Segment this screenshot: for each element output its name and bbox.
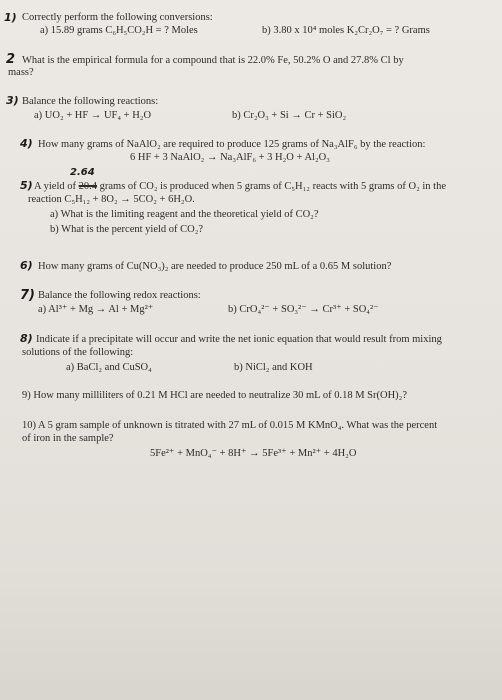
question-5-line-1 (34, 181, 446, 193)
question-6-number: 6) (20, 259, 33, 272)
question-5-line-1-post: grams of CO₂ is produced when 5 grams of C₅H₁₂ reacts with 5 grams of O₂ in the (99, 181, 446, 192)
question-10-equation: 5Fe²⁺ + MnO₄⁻ + 8H⁺ → 5Fe³⁺ + Mn²⁺ + 4H₂O (150, 448, 357, 459)
question-7-part-a: a) Al³⁺ + Mg → Al + Mg²⁺ (38, 304, 154, 315)
question-5-struck-value: 20.4 (78, 181, 97, 192)
page-shadow (0, 560, 502, 700)
question-8-line-2: solutions of the following: (22, 347, 134, 358)
question-7-part-b: b) CrO₄²⁻ + SO₃²⁻ → Cr³⁺ + SO₄²⁻ (228, 304, 379, 315)
question-5-handwritten-correction: 2.64 (70, 167, 95, 178)
question-8-part-a: a) BaCl₂ and CuSO₄ (66, 362, 152, 373)
question-3-part-b: b) Cr₂O₃ + Si → Cr + SiO₂ (232, 110, 347, 121)
question-5-line-2: reaction C₅H₁₂ + 8O₂ → 5CO₂ + 6H₂O. (28, 194, 195, 205)
question-7-number: 7) (20, 288, 35, 303)
question-8-line-1: Indicate if a precipitate will occur and write the net ionic equation that would result from mixing (36, 334, 442, 345)
question-5-part-a: a) What is the limiting reagent and the theoretical yield of CO₂? (50, 209, 319, 220)
question-1-prompt: Correctly perform the following conversions: (22, 12, 213, 23)
question-5-part-b: b) What is the percent yield of CO₂? (50, 224, 204, 235)
question-3-prompt: Balance the following reactions: (22, 96, 159, 107)
question-5-line-1-pre: A yield of (34, 181, 76, 192)
question-1-part-a: a) 15.89 grams C₆H₅CO₂H = ? Moles (40, 25, 198, 36)
question-2-line-1: What is the empirical formula for a compound that is 22.0% Fe, 50.2% O and 27.8% Cl by (22, 55, 404, 66)
question-4-line-1: How many grams of NaAlO₂ are required to produce 125 grams of Na₃AlF₆ by the reaction: (38, 139, 426, 150)
question-6-line-1: How many grams of Cu(NO₃)₂ are needed to produce 250 mL of a 0.65 M solution? (38, 261, 392, 272)
question-1-number: 1) (4, 11, 17, 24)
question-8-part-b: b) NiCl₂ and KOH (234, 362, 313, 373)
question-1-part-b: b) 3.80 x 10⁴ moles K₂Cr₂O₇ = ? Grams (262, 25, 430, 36)
question-4-equation: 6 HF + 3 NaAlO₂ → Na₃AlF₆ + 3 H₂O + Al₂O₃ (130, 152, 330, 163)
question-3-number: 3) (6, 94, 19, 107)
question-10-line-1: 10) A 5 gram sample of unknown is titrated with 27 mL of 0.015 M KMnO₄. What was the percent (22, 420, 438, 431)
question-9-line-1: 9) How many milliliters of 0.21 M HCl are needed to neutralize 30 mL of 0.18 M Sr(OH)₂? (22, 390, 407, 401)
question-2-number: 2 (6, 52, 16, 67)
question-3-part-a: a) UO₂ + HF → UF₄ + H₂O (34, 110, 152, 121)
question-5-number: 5) (20, 179, 33, 192)
question-7-prompt: Balance the following redox reactions: (38, 290, 201, 301)
question-4-number: 4) (20, 137, 33, 150)
question-8-number: 8) (20, 332, 33, 345)
question-2-line-2: mass? (8, 67, 34, 78)
question-10-line-2: of iron in the sample? (22, 433, 114, 444)
